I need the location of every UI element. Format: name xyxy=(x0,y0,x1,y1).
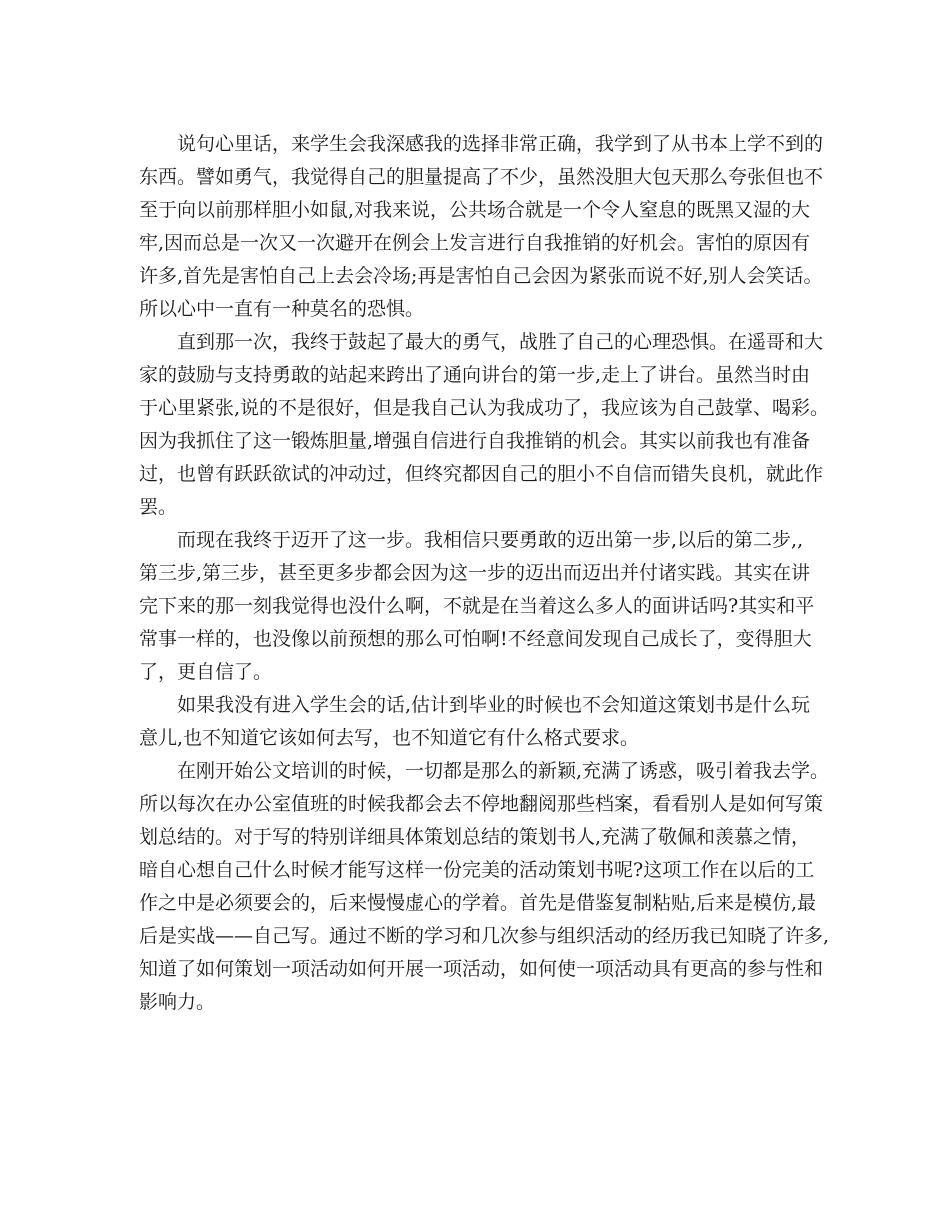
text-line: 所以心中一直有一种莫名的恐惧。 xyxy=(139,298,425,320)
text-line: 如果我没有进入学生会的话,估计到毕业的时候也不会知道这策划书是什么玩 xyxy=(177,694,811,716)
text-line: 至于向以前那样胆小如鼠,对我来说，公共场合就是一个令人窒息的既黑又湿的大 xyxy=(139,199,811,221)
text-line: 暗自心想自己什么时候才能写这样一份完美的活动策划书呢?这项工作在以后的工 xyxy=(139,859,815,881)
paragraph-1 xyxy=(139,128,829,326)
text-line: 知道了如何策划一项活动如何开展一项活动，如何使一项活动具有更高的参与性和 xyxy=(139,958,824,980)
text-line: 而现在我终于迈开了这一步。我相信只要勇敢的迈出第一步,以后的第二步,, xyxy=(177,529,804,551)
text-line: 在刚开始公文培训的时候，一切都是那么的新颖,充满了诱惑，吸引着我去学。 xyxy=(177,760,830,782)
text-line: 影响力。 xyxy=(139,991,216,1013)
text-line: 因为我抓住了这一锻炼胆量,增强自信进行自我推销的机会。其实以前我也有准备 xyxy=(139,430,811,452)
paragraph-4 xyxy=(139,689,829,755)
text-line: 过，也曾有跃跃欲试的冲动过，但终究都因自己的胆小不自信而错失良机，就此作 xyxy=(139,463,824,485)
text-line: 常事一样的，也没像以前预想的那么可怕啊!不经意间发现自己成长了，变得胆大 xyxy=(139,628,812,650)
text-line: 说句心里话，来学生会我深感我的选择非常正确，我学到了从书本上学不到的 xyxy=(177,133,824,155)
text-line: 完下来的那一刻我觉得也没什么啊，不就是在当着这么多人的面讲话吗?其实和平 xyxy=(139,595,815,617)
paragraph-2 xyxy=(139,326,829,524)
document-body xyxy=(139,128,829,1019)
text-line: 了，更自信了。 xyxy=(139,661,273,683)
text-line: 于心里紧张,说的不是很好，但是我自己认为我成功了，我应该为自己鼓掌、喝彩。 xyxy=(139,397,830,419)
text-line: 第三步,第三步，甚至更多步都会因为这一步的迈出而迈出并付诸实践。其实在讲 xyxy=(139,562,811,584)
text-line: 许多,首先是害怕自己上去会冷场;再是害怕自己会因为紧张而说不好,别人会笑话。 xyxy=(139,265,823,287)
text-line: 划总结的。对于写的特别详细具体策划总结的策划书人,充满了敬佩和羡慕之情， xyxy=(139,826,811,848)
text-line: 直到那一次，我终于鼓起了最大的勇气，战胜了自己的心理恐惧。在遥哥和大 xyxy=(177,331,824,353)
text-line: 所以每次在办公室值班的时候我都会去不停地翻阅那些档案，看看别人是如何写策 xyxy=(139,793,824,815)
text-line: 东西。譬如勇气，我觉得自己的胆量提高了不少，虽然没胆大包天那么夸张但也不 xyxy=(139,166,824,188)
text-line: 后是实战——自己写。通过不断的学习和几次参与组织活动的经历我已知晓了许多, xyxy=(139,925,830,947)
paragraph-3 xyxy=(139,524,829,689)
text-line: 牢,因而总是一次又一次避开在例会上发言进行自我推销的好机会。害怕的原因有 xyxy=(139,232,811,254)
text-line: 作之中是必须要会的，后来慢慢虚心的学着。首先是借鉴复制粘贴,后来是模仿,最 xyxy=(139,892,817,914)
paragraph-5 xyxy=(139,755,829,1019)
text-line: 罢。 xyxy=(139,496,178,518)
text-line: 意儿,也不知道它该如何去写，也不知道它有什么格式要求。 xyxy=(139,727,640,749)
text-line: 家的鼓励与支持勇敢的站起来跨出了通向讲台的第一步,走上了讲台。虽然当时由 xyxy=(139,364,811,386)
